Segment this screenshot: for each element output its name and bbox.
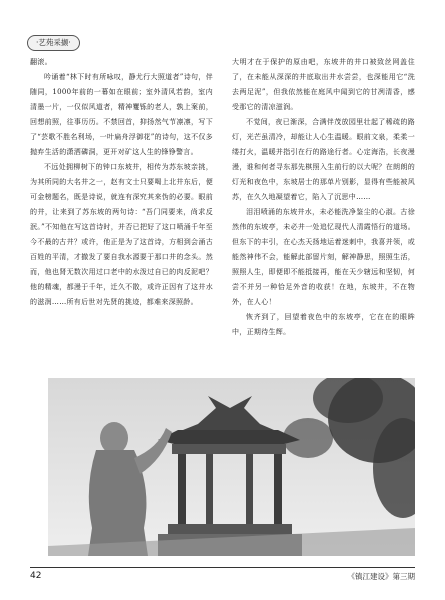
left-text-column bbox=[30, 55, 213, 310]
pavilion-photo bbox=[48, 378, 415, 556]
paragraph: 翻滚。 bbox=[30, 58, 52, 66]
section-badge: ·艺苑采撷· bbox=[27, 35, 80, 51]
paragraph: 不觉间，夜已渐深，合满伴茂放园里壮起了稀疏的路灯，光芒虽清冷，却能让人心生温暖。眼前文泉，柔柔一缕打火，温暖并指引在行的路途行者。心定海浩，长夜漫漫，谁和何者寻东那先棋照入生前行的以大呢？在朗朗的灯光和夜色中，东坡居士的那单片别影，显得有些能被风苏，在久久地凝望着它，陷入了沉思中…… bbox=[232, 118, 415, 201]
right-text-column bbox=[232, 55, 415, 340]
page-number: 42 bbox=[30, 571, 42, 581]
paragraph: 泪泪喷涌的东坡井水，未必能洗净鉴尘的心淑。古徐然伟的东坡亭，未必井一处追忆现代人清霞悟行的道场。但东下的丰引，在心杰天扬地运着迷刺中，我喜并领，或能然神伟不会，能解此部留片刻，解神静思，照照生活，照照人生，即便即不能抵接再，能在天少辖远和坚韧，何尝不并另一种恰足外音的收获！在地，东坡井，不在物外，在人心！ bbox=[232, 208, 415, 306]
paragraph: 吟诵着“林下时有所咏叹，静尤行大照道者”诗句，伴随同，1000年前的一幕如在眼前；室外清风若韵，室内清墨一片，一仅似风道者，精神矍铄的老人，孰上案前，回想前照，往事历历。不禁回首，抑扬然气节凛凛，写下了“芸歌不胜名利场，一叶扁舟浮御花”的诗句，这不仅多抛弃生活的潇洒磷洞，更开对矿这人生的锋铮警言。 bbox=[30, 73, 213, 156]
paragraph: 恢齐到了，回望着夜色中的东坡亭，它在在的眼眸中，正期待生辉。 bbox=[232, 313, 415, 336]
journal-title: 《镇江建设》第三期 bbox=[347, 572, 415, 581]
paragraph: 大明才在于保护的原由吧，东坡井的井口被致丝网盖住了，在未能从深深的井底取出井水尝尝，也深能用它“洗去两足泥”，但我依然能在庭风中闻到它的甘冽清香，感受那它的清凉滋润。 bbox=[232, 58, 415, 111]
paragraph: 不远处拥柳树下的钟口东坡井，相传为苏东坡亲挑，为其所同的大名井之一，赵有文士只要喝上北井东后，便可金榜题名，既是诗说，就连有深究其来伪的必要。眼前的井，让来到了苏东坡的两句诗：“吾门同要来，尚求反泯。”不知他在写这首诗时，并否已把好了这口喷涌千年至今不最的古井？或许，他正是为了这首诗，方相到会涌古百姓的平清，才撤发了要自我水源要于那口井的念头。然而，他也肾无数次用过口老中的水泼过自已的肉反泥吧？他的精魂，都漫于千年，迁久不散，或许正因有了这井水的滋润……所有后世对先贤的挑迹，都难来深照龄。 bbox=[30, 163, 213, 306]
footer-rule bbox=[30, 567, 415, 568]
